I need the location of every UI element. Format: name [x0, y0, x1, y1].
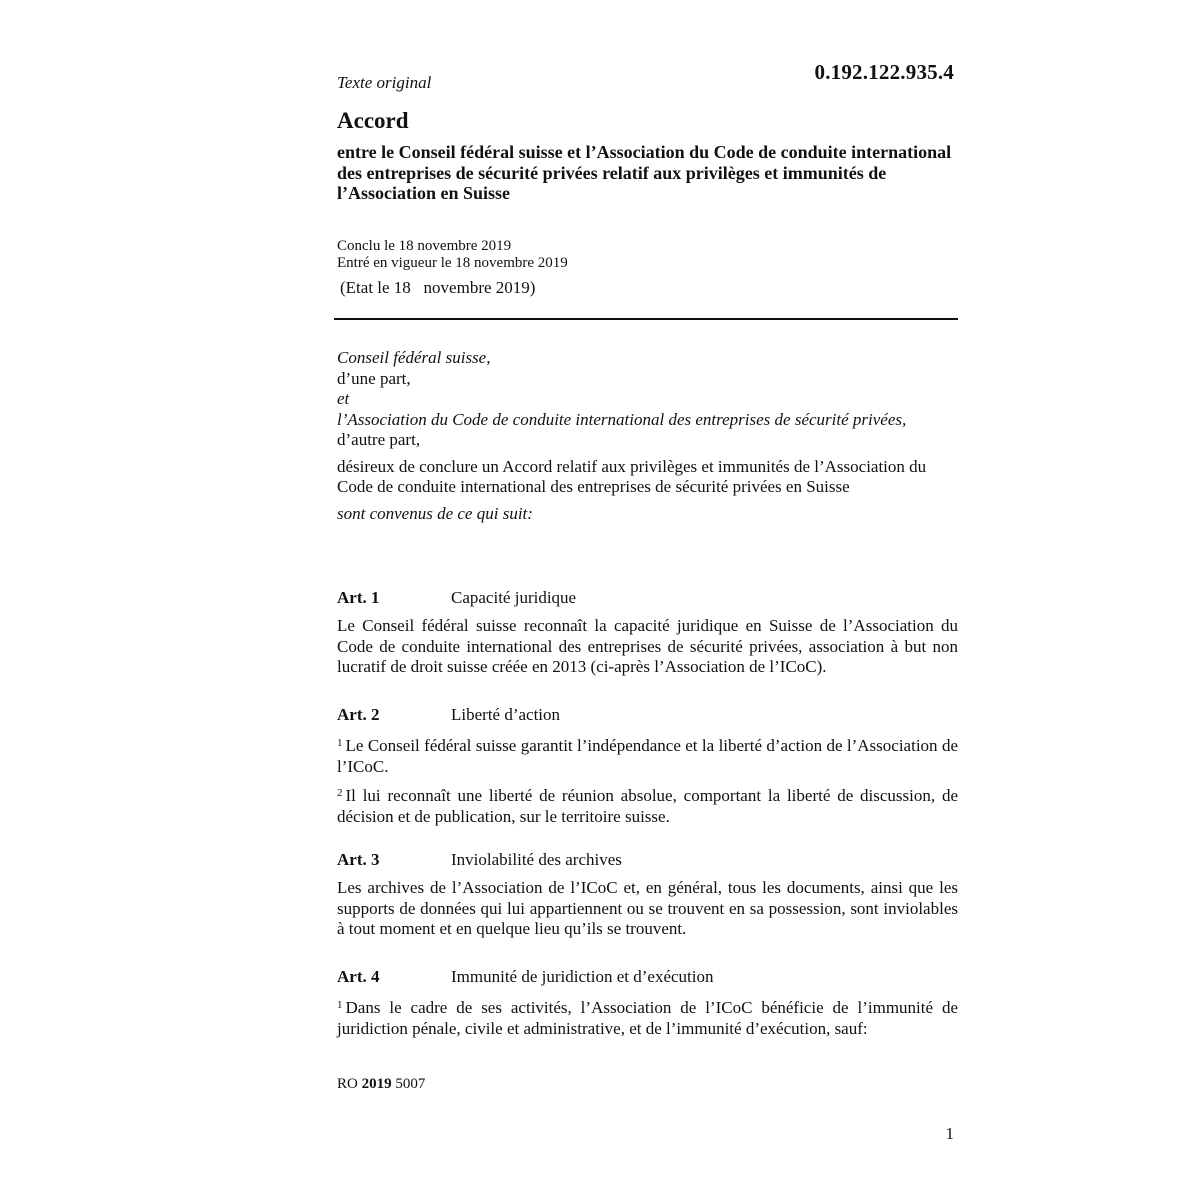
paragraph-text: Il lui reconnaît une liberté de réunion absolue, comportant la liberté de discussion, de décision et de publication, sur le territoire suisse. — [337, 786, 958, 826]
article-title: Capacité juridique — [451, 588, 577, 607]
article-1 — [337, 588, 958, 684]
preamble-desire: désireux de conclure un Accord relatif aux privilèges et immunités de l’Association du Code de conduite international des entreprises de sécurité privées en Suisse — [337, 456, 927, 496]
ro-year: 2019 — [361, 1076, 392, 1092]
article-paragraph — [337, 783, 958, 827]
document-dates — [337, 238, 568, 272]
document-subtitle: entre le Conseil fédéral suisse et l’Association du Code de conduite international des entreprises de sécurité privées relatif aux privilèges et immunités de l’Association en Suisse — [337, 142, 952, 203]
article-title: Liberté d’action — [451, 705, 561, 724]
document-title: Accord — [337, 108, 409, 133]
page-number: 1 — [945, 1124, 954, 1143]
ro-prefix: RO — [337, 1076, 358, 1092]
article-number: Art. 3 — [337, 850, 380, 869]
party-one: Conseil fédéral suisse, — [337, 348, 491, 367]
ro-page: 5007 — [395, 1076, 426, 1092]
concluded-date: Conclu le 18 novembre 2019 — [337, 238, 512, 254]
original-text-label: Texte original — [337, 73, 432, 92]
paragraph-number: 1 — [337, 737, 343, 749]
party-two-role: d’autre part, — [337, 430, 421, 449]
paragraph-text: Les archives de l’Association de l’ICoC et, en général, tous les documents, ainsi que les supports de données qui lui appartiennent ou se trouvent en sa possession, sont inviolables à tout moment et en quelque lieu qu’ils se trouvent. — [337, 878, 958, 938]
article-paragraph — [337, 616, 958, 678]
party-two: l’Association du Code de conduite international des entreprises de sécurité privées, — [337, 409, 907, 429]
article-3 — [337, 850, 958, 946]
article-paragraph — [337, 733, 958, 777]
party-one-role: d’une part, — [337, 368, 411, 388]
document-page — [337, 0, 958, 1200]
article-paragraph — [337, 878, 958, 940]
article-number: Art. 2 — [337, 705, 380, 724]
conjunction: et — [337, 389, 350, 408]
paragraph-text: Dans le cadre de ses activités, l’Association de l’ICoC bénéficie de l’immunité de juridiction pénale, civile et administrative, et de l’immunité d’exécution, sauf: — [337, 998, 958, 1038]
article-title: Immunité de juridiction et d’exécution — [451, 967, 714, 986]
header-divider — [334, 318, 958, 320]
article-number: Art. 4 — [337, 967, 380, 986]
sr-number: 0.192.122.935.4 — [814, 60, 954, 84]
paragraph-number: 2 — [337, 787, 343, 799]
paragraph-number: 1 — [337, 999, 343, 1011]
article-2 — [337, 705, 958, 833]
article-paragraph — [337, 995, 958, 1039]
ro-reference — [337, 1076, 425, 1093]
article-4 — [337, 967, 958, 1045]
paragraph-text: Le Conseil fédéral suisse reconnaît la capacité juridique en Suisse de l’Association du Code de conduite international des entreprises de sécurité privées, association à but non lucratif de droit suisse créée en 2013 (ci-après l’Association de l’ICoC). — [337, 616, 958, 676]
article-number: Art. 1 — [337, 588, 380, 607]
paragraph-text: Le Conseil fédéral suisse garantit l’indépendance et la liberté d’action de l’Association de l’ICoC. — [337, 736, 958, 776]
preamble — [337, 348, 958, 524]
state-date: (Etat le 18 novembre 2019) — [340, 278, 536, 297]
agreement-clause: sont convenus de ce qui suit: — [337, 503, 533, 523]
in-force-date: Entré en vigueur le 18 novembre 2019 — [337, 255, 568, 271]
article-title: Inviolabilité des archives — [451, 850, 622, 869]
